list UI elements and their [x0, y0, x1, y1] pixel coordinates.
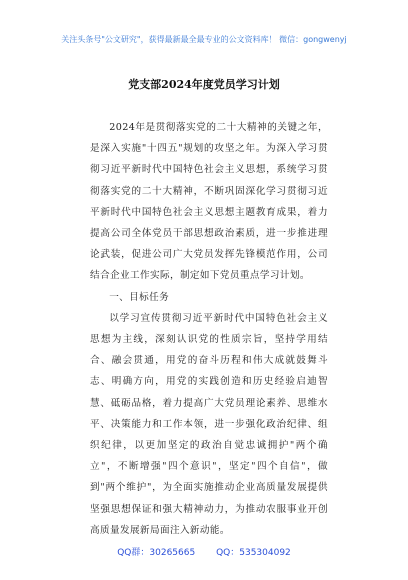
footer-contact — [0, 545, 408, 558]
promo-banner: 关注头条号"公文研究"，获得最新最全最专业的公文资料库！ 微信：gongwenyj — [61, 35, 347, 44]
document-body — [90, 117, 328, 541]
page-title: 党支部2024年度党员学习计划 — [128, 78, 280, 91]
qq-contact-link[interactable]: QQ：535304092 — [216, 548, 291, 558]
section-paragraph: 以学习宣传贯彻习近平新时代中国特色社会主义思想为主线，深刻认识党的性质宗旨，坚持学用结合、融会贯通，用党的奋斗历程和伟大成就鼓舞斗志、明确方向，用党的实践创造和历史经验启迪智慧、砥砺品格，着力提高广大党员理论素养、思维水平、决策能力和工作本领，进一步强化政治纪律、组织纪律，以更加坚定的政治自觉忠诚拥护"两个确立"，不断增强"四个意识"，坚定"四个自信"，做到"两个维护"，为全面实施推动企业高质量发展提供坚强思想保证和强大精神动力，为推动农服事业开创高质量发展新局面注入新动能。 — [90, 312, 328, 536]
qq-group-link[interactable]: QQ群：30265665 — [117, 548, 196, 558]
intro-paragraph: 2024年是贯彻落实党的二十大精神的关键之年，是深入实施"十四五"规划的攻坚之年。为深入学习贯彻习近平新时代中国特色社会主义思想，系统学习贯彻落实党的二十大精神，不断巩固深化学习贯彻习近平新时代中国特色社会主义思想主题教育成果，着力提高公司全体党员干部思想政治素质，进一步推进理论武装，促进公司广大党员发挥先锋模范作用，公司结合企业工作实际，制定如下党员重点学习计划。 — [90, 122, 328, 282]
section-heading: 一、目标任务 — [109, 291, 170, 303]
